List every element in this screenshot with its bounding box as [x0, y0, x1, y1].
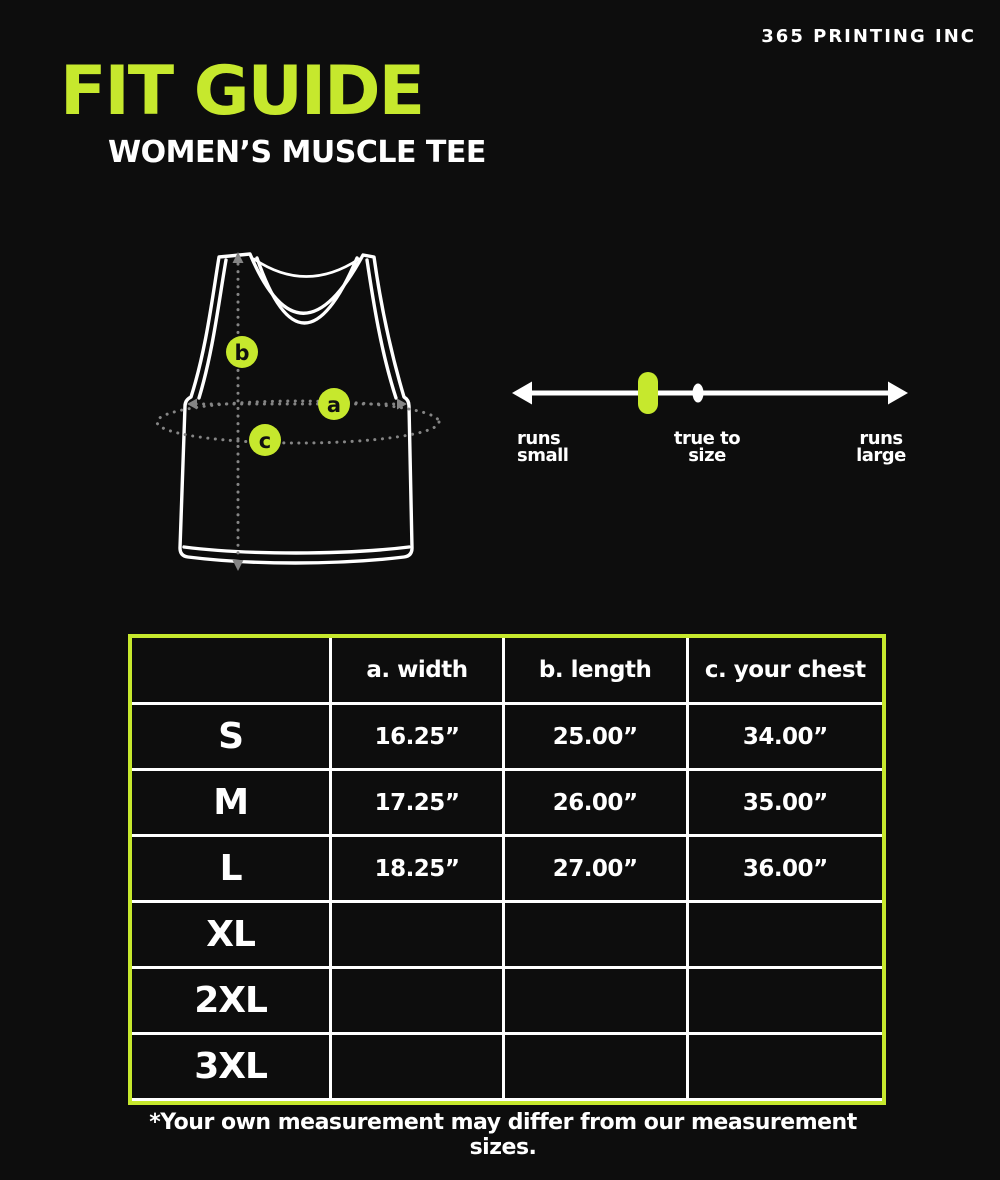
width-value — [331, 902, 504, 968]
table-row — [132, 836, 882, 902]
chest-value: 36.00” — [687, 836, 882, 902]
hem-stitch-line — [184, 547, 409, 553]
scale-label-runs-small — [517, 430, 568, 464]
chest-dotted-ellipse — [157, 401, 439, 443]
size-label: 3XL — [132, 1034, 331, 1100]
back-neckline — [254, 259, 359, 277]
marker-a-label: a — [326, 393, 342, 417]
length-value: 25.00” — [503, 704, 687, 770]
scale-label-runs-large — [826, 430, 936, 464]
table-row — [132, 902, 882, 968]
length-value — [503, 968, 687, 1034]
table-row — [132, 1034, 882, 1100]
right-armhole-binding — [367, 260, 396, 398]
width-value: 17.25” — [331, 770, 504, 836]
fit-scale-arrow-left-icon — [512, 382, 532, 405]
length-value — [503, 902, 687, 968]
true-to-size-dot — [693, 384, 704, 403]
table-header-row — [132, 638, 882, 704]
corner-cell — [132, 638, 331, 704]
size-label: M — [132, 770, 331, 836]
chest-value — [687, 968, 882, 1034]
width-value: 18.25” — [331, 836, 504, 902]
fit-scale-arrow-right-icon — [888, 382, 908, 405]
size-label: S — [132, 704, 331, 770]
header-width: a. width — [331, 638, 504, 704]
width-value: 16.25” — [331, 704, 504, 770]
scale-label-line: size — [688, 445, 726, 466]
muscle-tee-diagram — [140, 240, 485, 585]
length-value — [503, 1034, 687, 1100]
brand-name: 365 PRINTING INC — [761, 26, 976, 47]
length-arrow-down-icon — [233, 560, 244, 571]
table-row — [132, 704, 882, 770]
page-title: FIT GUIDE — [60, 52, 424, 131]
tank-top-outline — [180, 254, 412, 563]
size-table-frame — [128, 634, 886, 1105]
size-label: 2XL — [132, 968, 331, 1034]
fit-scale — [505, 352, 915, 414]
chest-value: 34.00” — [687, 704, 882, 770]
length-value: 26.00” — [503, 770, 687, 836]
width-value — [331, 968, 504, 1034]
scale-label-line: true to — [673, 428, 741, 449]
scale-label-true-to-size — [645, 430, 769, 464]
chest-value — [687, 902, 882, 968]
scale-label-line: runs — [517, 428, 561, 449]
header-length: b. length — [503, 638, 687, 704]
table-row — [132, 770, 882, 836]
width-value — [331, 1034, 504, 1100]
scale-label-line: small — [517, 445, 569, 466]
length-value: 27.00” — [503, 836, 687, 902]
table-row — [132, 968, 882, 1034]
chest-value: 35.00” — [687, 770, 882, 836]
scale-label-line: runs — [859, 428, 903, 449]
marker-c-label: c — [258, 429, 272, 453]
chest-value — [687, 1034, 882, 1100]
fit-indicator-marker — [638, 372, 658, 414]
scale-label-line: large — [856, 445, 906, 466]
size-table — [132, 638, 882, 1101]
header-chest: c. your chest — [687, 638, 882, 704]
size-label: L — [132, 836, 331, 902]
left-armhole-binding — [199, 260, 226, 398]
page-subtitle: WOMEN’S MUSCLE TEE — [108, 135, 486, 170]
footnote: *Your own measurement may differ from our measurement sizes. — [149, 1110, 857, 1160]
size-label: XL — [132, 902, 331, 968]
marker-b-label: b — [234, 341, 250, 365]
